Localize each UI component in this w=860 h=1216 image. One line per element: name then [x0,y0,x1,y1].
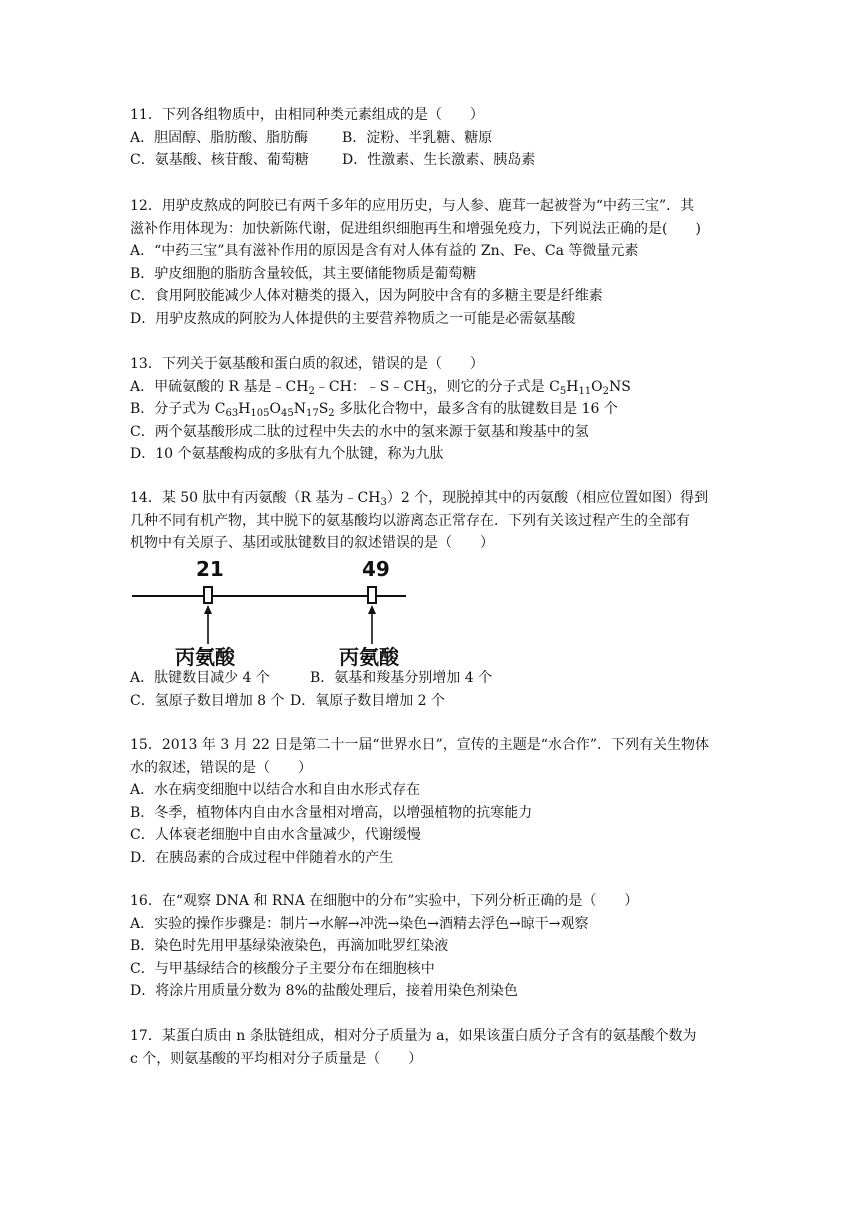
position-21-label: 21 [196,557,224,581]
question-11-options-ab [130,127,740,150]
option-d: D．氧原子数目增加 2 个 [290,692,446,709]
option-a: A．水在病变细胞中以结合水和自由水形式存在 [130,782,421,799]
question-17-stem-line-1: 17．某蛋白质由 n 条肽链组成，相对分子质量为 a，如果该蛋白质分子含有的氨基酸个数为 [130,1028,697,1044]
question-13-stem: 13．下列关于氨基酸和蛋白质的叙述，错误的是（ ） [130,356,484,372]
alanine-marker-49 [368,587,376,603]
option-b: B．驴皮细胞的脂肪含量较低，其主要储能物质是葡萄糖 [130,265,477,282]
alanine-label-49: 丙氨酸 [339,645,399,668]
question-16 [130,890,740,1003]
question-14-stem-line-3: 机物中有关原子、基团或肽键数目的叙述错误的是（ ） [130,535,494,552]
question-12-stem-line-1: 12．用驴皮熬成的阿胶已有两千多年的应用历史，与人参、鹿茸一起被誉为“中药三宝”．其 [130,198,695,214]
option-d: D．将涂片用质量分数为 8%的盐酸处理后，接着用染色剂染色 [130,983,518,1000]
position-49-label: 49 [362,557,390,581]
option-a: A．胆固醇、脂肪酸、脂肪酶 [130,129,309,146]
question-14 [130,487,740,555]
question-11 [130,104,740,172]
question-14-options [130,667,740,712]
option-c: C．氢原子数目增加 8 个 [130,692,285,709]
option-b: B．染色时先用甲基绿染液染色，再滴加吡罗红染液 [130,938,449,955]
question-17-stem-line-2: c 个，则氨基酸的平均相对分子质量是（ ） [130,1050,423,1067]
option-d: D．用驴皮熬成的阿胶为人体提供的主要营养物质之一可能是必需氨基酸 [130,310,576,327]
question-16-stem: 16．在“观察 DNA 和 RNA 在细胞中的分布”实验中，下列分析正确的是（ ） [130,893,639,909]
option-c: C．与甲基绿结合的核酸分子主要分布在细胞核中 [130,960,435,977]
question-11-options-cd [130,149,740,172]
option-b: B．分子式为 $C_{63}H_{105}O_{45}N_{17}S_2$ 多肽化合物中，最多含有的肽键数目是 16 个 [130,401,618,420]
option-c: C．食用阿胶能减少人体对糖类的摄入，因为阿胶中含有的多糖主要是纤维素 [130,288,603,305]
option-d: D．性激素、生长激素、胰岛素 [342,152,536,169]
arrow-head-21 [204,605,212,614]
question-15-stem-line-1: 15．2013 年 3 月 22 日是第二十一届“世界水日”，宣传的主题是“水合作”．下列有关生物体 [130,737,710,753]
option-b: B．冬季，植物体内自由水含量相对增高，以增强植物的抗寒能力 [130,804,533,821]
option-a: A．“中药三宝”具有滋补作用的原因是含有对人体有益的 Zn、Fe、Ca 等微量元素 [130,243,639,260]
question-14-stem-line-2: 几种不同有机产物，其中脱下的氨基酸均以游离态正常存在．下列有关该过程产生的全部有 [130,512,690,529]
question-13 [130,353,740,466]
option-b: B．氨基和羧基分别增加 4 个 [310,670,493,686]
option-a: A．甲硫氨酸的 R 基是$﹣CH_2﹣CH$：$﹣S﹣CH_3$，则它的分子式是 $C_5H_{11}O_2NS$ [130,378,631,397]
question-15 [130,734,740,870]
option-a: A．实验的操作步骤是：制片→水解→冲洗→染色→酒精去浮色→晾干→观察 [130,915,589,932]
question-15-stem-line-2: 水的叙述，错误的是（ ） [130,759,312,776]
peptide-chain-figure [130,556,410,668]
question-12 [130,195,740,331]
arrow-head-49 [368,605,376,614]
option-b: B．淀粉、半乳糖、糖原 [342,129,493,146]
option-d: D．10 个氨基酸构成的多肽有九个肽键，称为九肽 [130,446,444,463]
option-c: C．人体衰老细胞中自由水含量减少，代谢缓慢 [130,827,421,844]
option-a: A．肽键数目减少 4 个 [130,670,270,686]
option-c: C．氨基酸、核苷酸、葡萄糖 [130,152,309,169]
option-c: C．两个氨基酸形成二肽的过程中失去的水中的氢来源于氨基和羧基中的氢 [130,423,589,440]
question-14-stem-line-1: 14．某 50 肽中有丙氨酸（R 基为$﹣CH_3)2$ 个，现脱掉其中的丙氨酸（相应位置如图）得到 [130,490,709,508]
alanine-label-21: 丙氨酸 [175,645,235,668]
question-17 [130,1025,740,1070]
question-12-stem-line-2: 滋补作用体现为：加快新陈代谢，促进组织细胞再生和增强免疫力，下列说法正确的是( ) [130,220,701,237]
alanine-marker-21 [204,587,212,603]
question-11-stem: 11．下列各组物质中，由相同种类元素组成的是（ ） [130,107,484,123]
option-d: D．在胰岛素的合成过程中伴随着水的产生 [130,849,394,866]
